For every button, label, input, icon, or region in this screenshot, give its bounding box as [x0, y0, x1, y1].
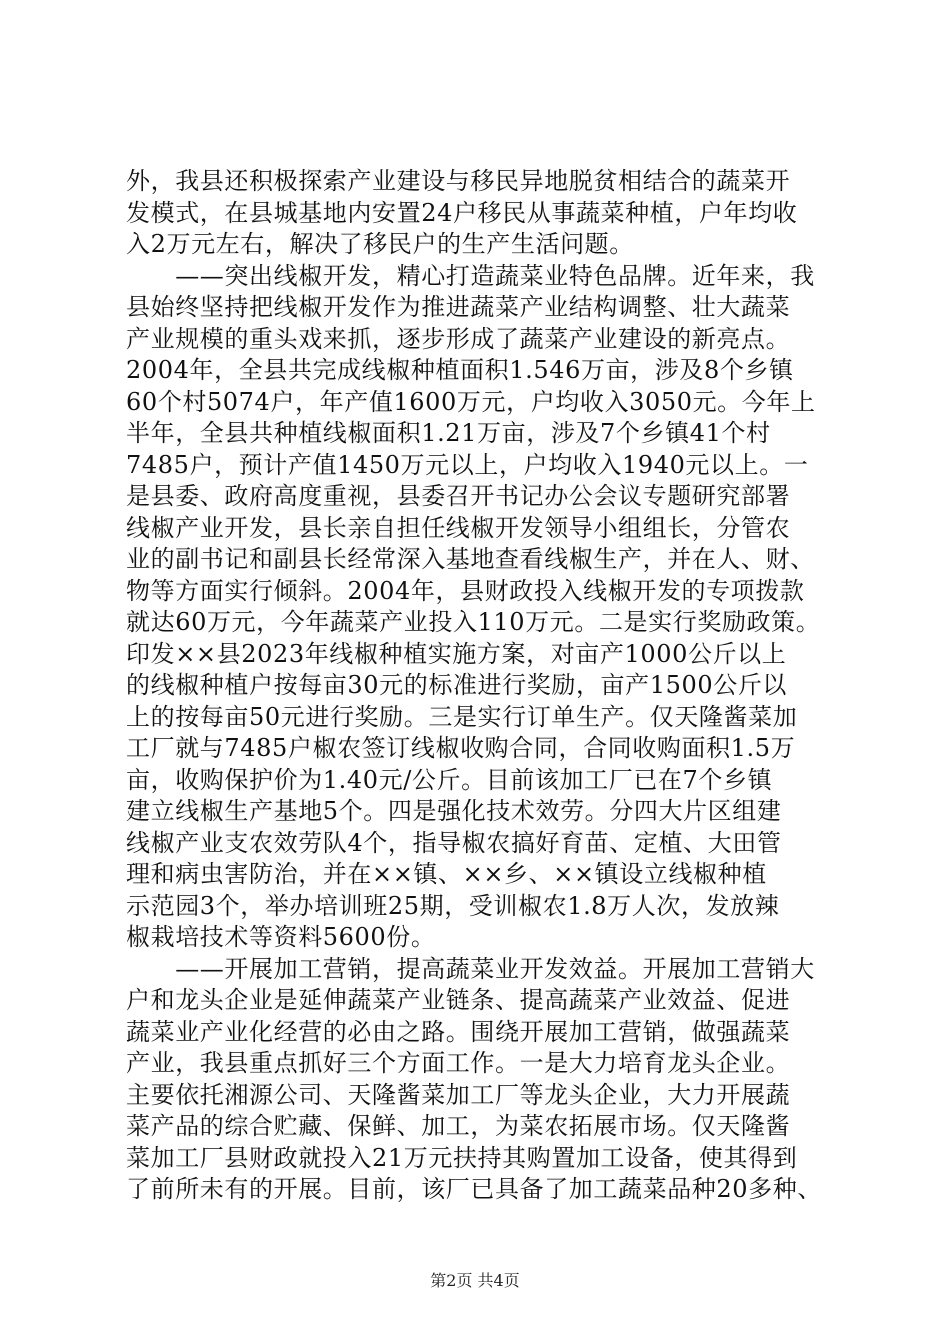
text-line: 蔬菜业产业化经营的必由之路。围绕开展加工营销，做强蔬菜: [126, 1017, 791, 1046]
text-line: 60个村5074户，年产值1600万元，户均收入3050元。今年上: [126, 387, 816, 416]
text-line: 亩，收购保护价为1.40元/公斤。目前该加工厂已在7个乡镇: [126, 765, 773, 794]
text-line: 就达60万元，今年蔬菜产业投入110万元。二是实行奖励政策。: [126, 608, 821, 636]
text-line: 菜加工厂县财政就投入21万元扶持其购置加工设备，使其得到: [126, 1143, 798, 1172]
text-line: 椒栽培技术等资料5600份。: [126, 923, 436, 951]
text-line: 户和龙头企业是延伸蔬菜产业链条、提高蔬菜产业效益、促进: [126, 986, 791, 1014]
text-line: 产业规模的重头戏来抓，逐步形成了蔬菜产业建设的新亮点。: [126, 324, 791, 353]
text-line: ——突出线椒开发，精心打造蔬菜业特色品牌。近年来，我: [126, 261, 815, 290]
body-text: [126, 166, 846, 1206]
text-line: 县始终坚持把线椒开发作为推进蔬菜产业结构调整、壮大蔬菜: [126, 293, 791, 321]
text-line: 菜产品的综合贮藏、保鲜、加工，为菜农拓展市场。仅天隆酱: [126, 1112, 791, 1140]
text-line: 的线椒种植户按每亩30元的标准进行奖励，亩产1500公斤以: [126, 671, 788, 699]
text-line: ——开展加工营销，提高蔬菜业开发效益。开展加工营销大: [126, 954, 815, 983]
text-line: 半年，全县共种植线椒面积1.21万亩，涉及7个乡镇41个村: [126, 419, 771, 447]
text-line: 示范园3个，举办培训班25期，受训椒农1.8万人次，发放辣: [126, 891, 780, 920]
text-line: 产业，我县重点抓好三个方面工作。一是大力培育龙头企业。: [126, 1049, 791, 1077]
text-line: 物等方面实行倾斜。2004年，县财政投入线椒开发的专项拨款: [126, 576, 805, 605]
text-line: 印发××县2023年线椒种植实施方案，对亩产1000公斤以上: [126, 639, 787, 668]
text-line: 7485户，预计产值1450万元以上，户均收入1940元以上。一: [126, 450, 809, 479]
page-number-label: 第2页 共4页: [430, 1271, 520, 1290]
text-line: 是县委、政府高度重视，县委召开书记办公会议专题研究部署: [126, 482, 791, 510]
text-line: 工厂就与7485户椒农签订线椒收购合同，合同收购面积1.5万: [126, 734, 796, 762]
text-line: 2004年，全县共完成线椒种植面积1.546万亩，涉及8个乡镇: [126, 356, 794, 384]
text-line: 业的副书记和副县长经常深入基地查看线椒生产，并在人、财、: [126, 545, 815, 573]
text-line: 上的按每亩50元进行奖励。三是实行订单生产。仅天隆酱菜加: [126, 702, 798, 731]
text-line: 线椒产业支农效劳队4个，指导椒农搞好育苗、定植、大田管: [126, 828, 782, 857]
text-line: 入2万元左右，解决了移民户的生产生活问题。: [126, 230, 634, 258]
text-line: 外，我县还积极探索产业建设与移民异地脱贫相结合的蔬菜开: [126, 167, 791, 195]
page-footer: [0, 1271, 950, 1291]
text-line: 发模式，在县城基地内安置24户移民从事蔬菜种植，户年均收: [126, 198, 798, 227]
text-line: 了前所未有的开展。目前，该厂已具备了加工蔬菜品种20多种、: [126, 1175, 822, 1203]
text-line: 理和病虫害防治，并在××镇、××乡、××镇设立线椒种植: [126, 860, 767, 888]
text-line: 建立线椒生产基地5个。四是强化技术效劳。分四大片区组建: [126, 797, 782, 825]
text-line: 线椒产业开发，县长亲自担任线椒开发领导小组组长，分管农: [126, 513, 791, 542]
text-line: 主要依托湘源公司、天隆酱菜加工厂等龙头企业，大力开展蔬: [126, 1080, 791, 1109]
